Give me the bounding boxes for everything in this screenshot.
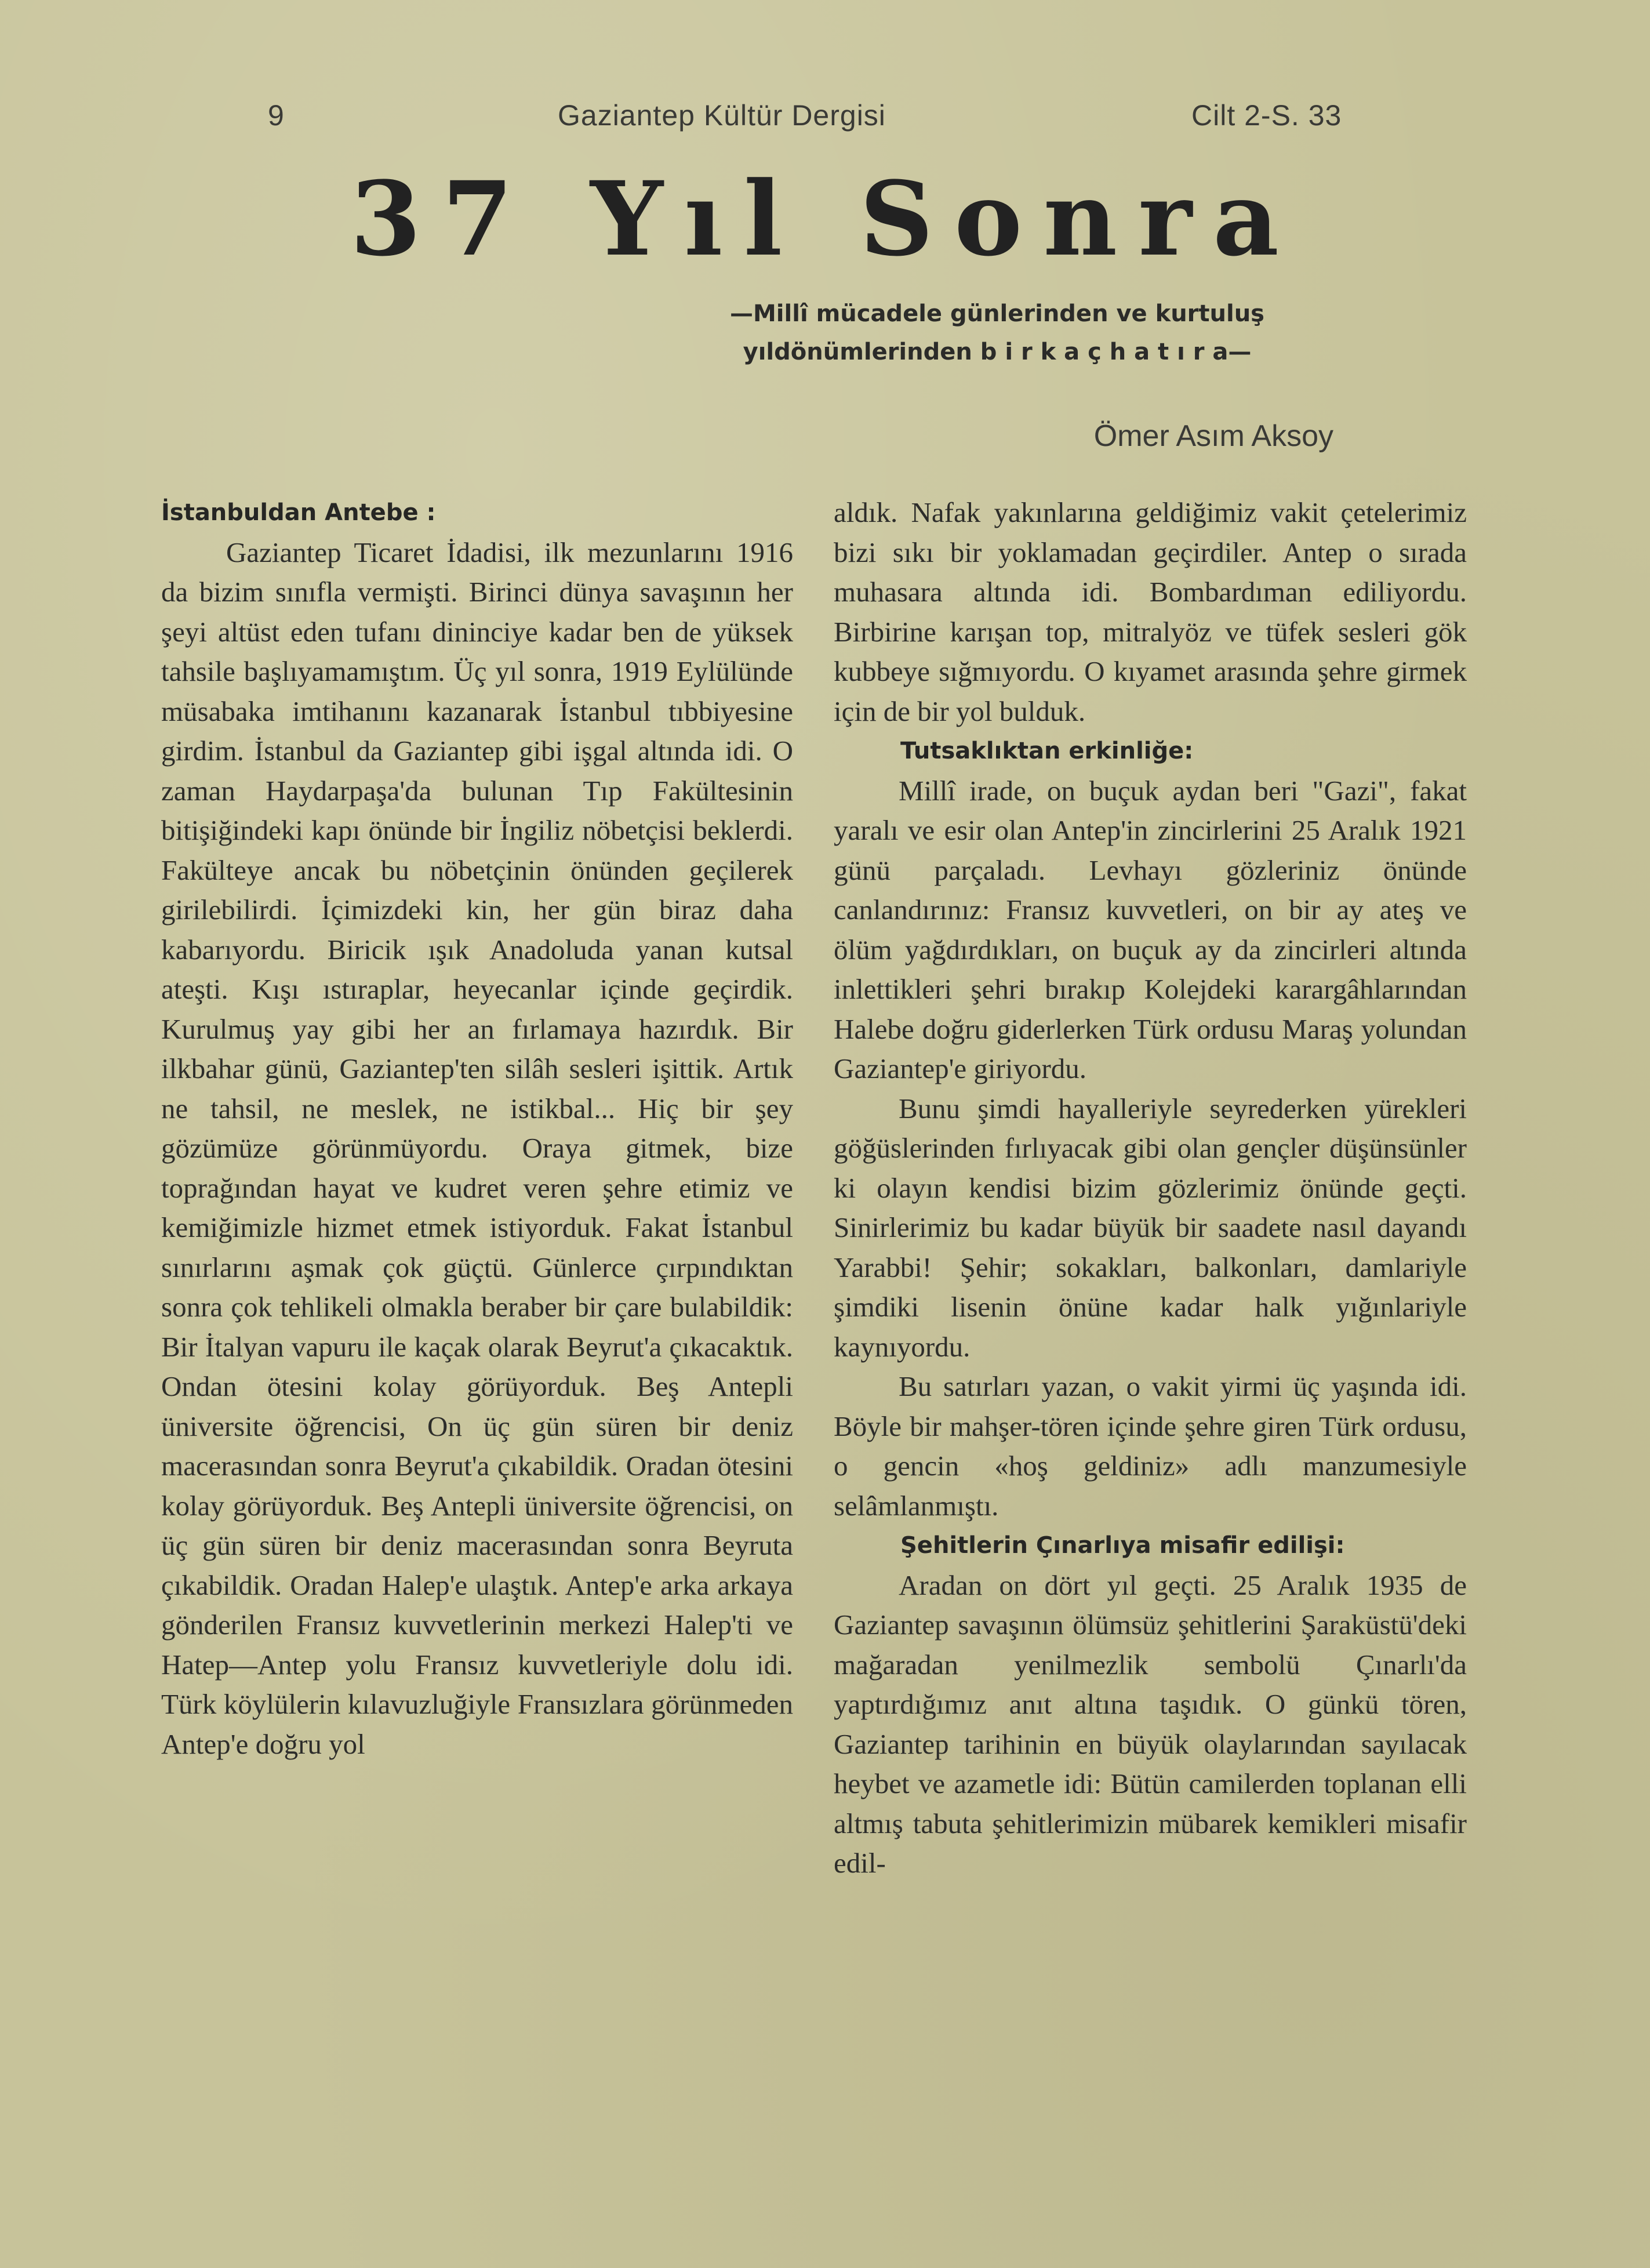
article-title: 37 Yıl Sonra [350, 159, 1300, 279]
subtitle-line-2: yıldönümlerinden b i r k a ç h a t ı r a— [743, 339, 1252, 365]
section-heading-istanbuldan-antebe: İstanbuldan Antebe : [161, 499, 436, 526]
volume-issue: Cilt 2-S. 33 [1191, 99, 1342, 132]
running-header [0, 99, 1650, 139]
left-column [161, 493, 793, 1764]
paragraph: Bunu şimdi hayalleriyle seyrederken yürekleri göğüslerinden fırlıyacak gibi olan gençler düşünsünler ki olayın kendisi bizim gözlerimiz önünde geçti. Sinirlerimiz bu kadar büyük bir saadete nasıl dayandı Yarabbi! Şehir; sokakları, balkonları, damlariyle şimdiki lisenin önüne kadar halk yığınlariyle kaynıyordu. [834, 1092, 1467, 1363]
article-subtitle [626, 295, 1368, 371]
article-author: Ömer Asım Aksoy [1093, 419, 1333, 453]
section-heading-sehitlerin-cinarliya: Şehitlerin Çınarlıya misafir edilişi: [900, 1532, 1345, 1559]
paragraph: Gaziantep Ticaret İdadisi, ilk mezunlarını 1916 da bizim sınıfla vermişti. Birinci dünya savaşının her şeyi altüst eden tufanı dininciye kadar ben de yüksek tahsile başlıyamamıştım. Üç yıl sonra, 1919 Eylülünde müsabaka imtihanını kazanarak İstanbul tıbbiyesine girdim. İstanbul da Gaziantep gibi işgal altında idi. O zaman Haydarpaşa'da bulunan Tıp Fakültesinin bitişiğindeki kapı önünde bir İngiliz nöbetçisi beklerdi. Fakülteye ancak bu nöbetçinin önünden geçilerek girilebilirdi. İçimizdeki kin, her gün biraz daha kabarıyordu. Biricik ışık Anadoluda yanan kutsal ateşti. Kışı ıstıraplar, heyecanlar içinde geçirdik. Kurulmuş yay gibi her an fırlamaya hazırdık. Bir ilkbahar günü, Gaziantep'ten silâh sesleri işittik. Artık ne tahsil, ne meslek, ne istikbal... Hiç bir şey gözümüze görünmüyordu. Oraya gitmek, bize toprağından hayat ve kudret veren şehre etimiz ve kemiğimizle hizmet etmek istiyorduk. Fakat İstanbul sınırlarını aşmak çok güçtü. Günlerce çırpındıktan sonra çok tehlikeli olmakla beraber bir çare bulabildik: Bir İtalyan vapuru ile kaçak olarak Beyrut'a çıkacaktık. Ondan ötesini kolay görüyorduk. Beş Antepli üniversite öğrencisi, On üç gün süren bir deniz macerasından sonra Beyrut'a çıkabildik. Oradan ötesini kolay görüyorduk. Beş Antepli üniversite öğrencisi, on üç gün süren bir deniz macerasından sonra Beyruta çıkabildik. Oradan Halep'e ulaştık. Antep'e arka arkaya gönderilen Fransız kuvvetlerinin merkezi Halep'ti ve Hatep—Antep yolu Fransız kuvvetleriyle dolu idi. Türk köylülerin kılavuzluğiyle Fransızlara görünmeden Antep'e doğru yol [161, 536, 793, 1760]
magazine-name: Gaziantep Kültür Dergisi [558, 99, 886, 132]
paragraph: Millî irade, on buçuk aydan beri "Gazi", fakat yaralı ve esir olan Antep'in zincirlerini 25 Aralık 1921 günü parçaladı. Levhayı gözleriniz önünde canlandırınız: Fransız kuvvetleri, on bir ay ateş ve ölüm yağdırdıkları, on buçuk ay da zincirleri altında inlettikleri şehri bırakıp Kolejdeki karargâhlarından Halebe doğru giderlerken Türk ordusu Maraş yolundan Gaziantep'e giriyordu. [834, 774, 1467, 1084]
page-number: 9 [268, 99, 285, 132]
paragraph: Bu satırları yazan, o vakit yirmi üç yaşında idi. Böyle bir mahşer-tören içinde şehre giren Türk ordusu, o gencin «hoş geldiniz» adlı manzumesiyle selâmlanmıştı. [834, 1370, 1467, 1522]
paragraph-continued: aldık. Nafak yakınlarına geldiğimiz vakit çetelerimiz bizi sıkı bir yoklamadan geçirdiler. Antep o sırada muhasara altında idi. Bombardıman ediliyordu. Birbirine karışan top, mitralyöz ve tüfek sesleri gök kubbeye sığmıyordu. O kıyamet arasında şehre girmek için de bir yol bulduk. [834, 496, 1467, 727]
subtitle-line-1: —Millî mücadele günlerinden ve kurtuluş [730, 300, 1264, 327]
right-column [834, 493, 1467, 1884]
section-heading-tutsakliktan-erkinlige: Tutsaklıktan erkinliğe: [900, 738, 1194, 764]
paragraph: Aradan on dört yıl geçti. 25 Aralık 1935 de Gaziantep savaşının ölümsüz şehitlerini Şaraküstü'deki mağaradan yenilmezlik sembolü Çınarlı'da yaptırdığımız anıt altına taşıdık. O günkü tören, Gaziantep tarihinin en büyük olaylarından sayılacak heybet ve azametle idi: Bütün camilerden toplanan elli altmış tabuta şehitlerimizin mübarek kemikleri misafir edil- [834, 1569, 1467, 1879]
